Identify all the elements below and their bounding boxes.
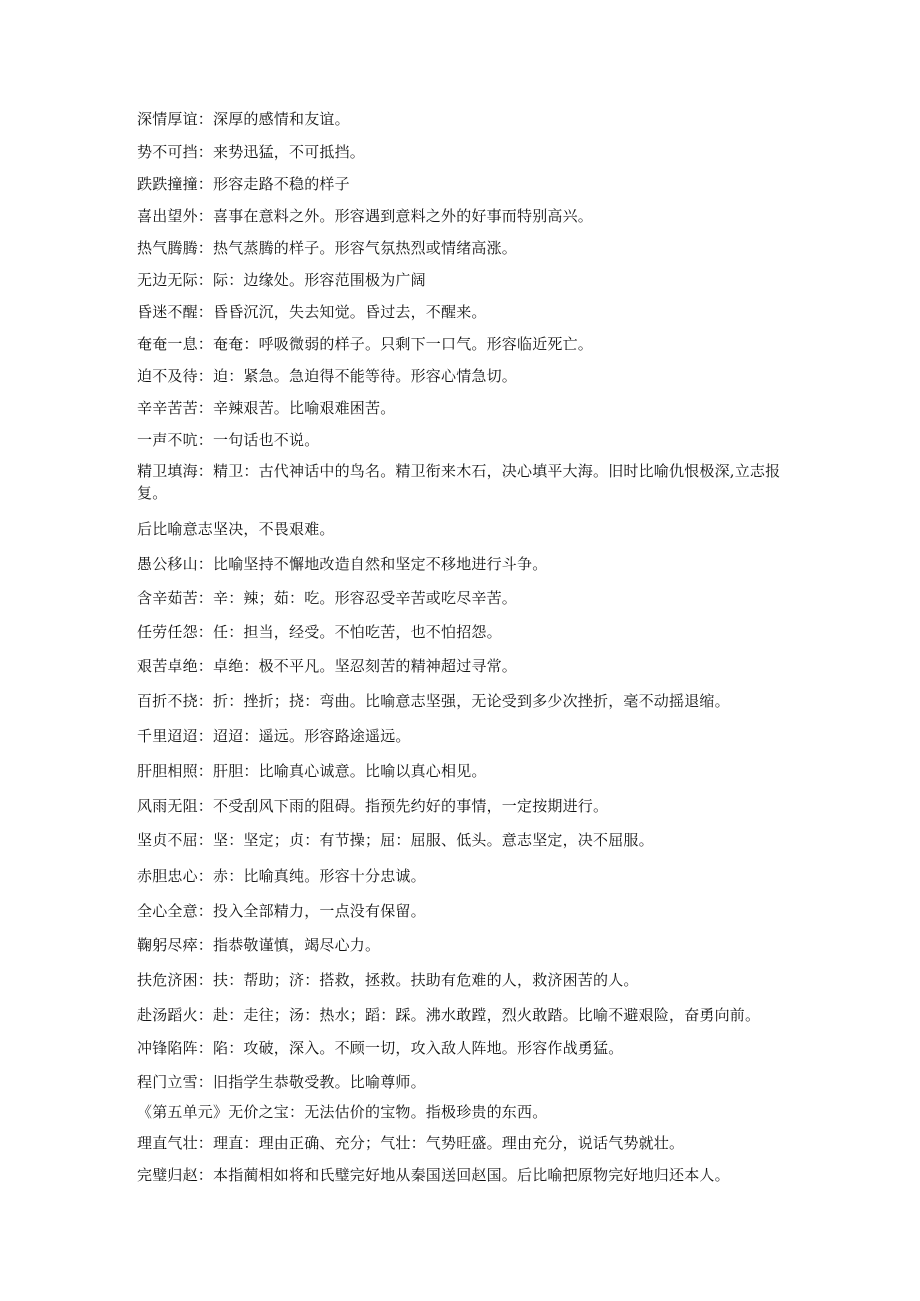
idiom-line: 跌跌撞撞：形容走路不稳的样子 — [137, 175, 350, 193]
idiom-line: 任劳任怨：任：担当，经受。不怕吃苦，也不怕招怨。 — [137, 623, 502, 641]
idiom-line: 赴汤蹈火：赴：走往；汤：热水；蹈：踩。沸水敢蹚，烈火敢踏。比喻不避艰险，奋勇向前。 — [137, 1006, 761, 1024]
idiom-line: 昏迷不醒：昏昏沉沉，失去知觉。昏过去，不醒来。 — [137, 303, 487, 321]
idiom-line: 含辛茹苦：辛：辣；茹：吃。形容忍受辛苦或吃尽辛苦。 — [137, 589, 518, 607]
idiom-line: 后比喻意志坚决，不畏艰难。 — [137, 520, 335, 538]
idiom-line: 《第五单元》无价之宝：无法估价的宝物。指极珍贵的东西。 — [137, 1103, 548, 1121]
idiom-line: 千里迢迢：迢迢：遥远。形容路途遥远。 — [137, 727, 411, 745]
idiom-line: 理直气壮：理直：理由正确、充分；气壮：气势旺盛。理由充分，说话气势就壮。 — [137, 1134, 685, 1152]
idiom-line: 完璧归赵：本指蔺相如将和氏璧完好地从秦国送回赵国。后比喻把原物完好地归还本人。 — [137, 1166, 730, 1184]
idiom-line: 一声不吭：一句话也不说。 — [137, 431, 320, 449]
idiom-line: 扶危济困：扶：帮助；济：搭救，拯救。扶助有危难的人，救济困苦的人。 — [137, 971, 639, 989]
idiom-line: 艰苦卓绝：卓绝：极不平凡。坚忍刻苦的精神超过寻常。 — [137, 657, 518, 675]
idiom-line: 势不可挡：来势迅猛，不可抵挡。 — [137, 143, 366, 161]
idiom-line: 愚公移山：比喻坚持不懈地改造自然和坚定不移地进行斗争。 — [137, 555, 548, 573]
idiom-line: 迫不及待：迫：紧急。急迫得不能等待。形容心情急切。 — [137, 367, 518, 385]
idiom-line: 百折不挠：折：挫折；挠：弯曲。比喻意志坚强，无论受到多少次挫折，毫不动摇退缩。 — [137, 692, 730, 710]
idiom-line: 肝胆相照：肝胆：比喻真心诚意。比喻以真心相见。 — [137, 762, 487, 780]
idiom-line: 坚贞不屈：坚：坚定；贞：有节操；屈：屈服、低头。意志坚定，决不屈服。 — [137, 831, 654, 849]
idiom-line: 辛辛苦苦：辛辣艰苦。比喻艰难困苦。 — [137, 399, 396, 417]
idiom-line: 深情厚谊：深厚的感情和友谊。 — [137, 110, 350, 128]
idiom-line: 热气腾腾：热气蒸腾的样子。形容气氛热烈或情绪高涨。 — [137, 239, 518, 257]
idiom-line: 鞠躬尽瘁：指恭敬谨慎，竭尽心力。 — [137, 936, 381, 954]
idiom-line: 程门立雪：旧指学生恭敬受教。比喻尊师。 — [137, 1073, 426, 1091]
idiom-line: 奄奄一息：奄奄：呼吸微弱的样子。只剩下一口气。形容临近死亡。 — [137, 335, 594, 353]
idiom-line: 无边无际：际：边缘处。形容范围极为广阔 — [137, 271, 426, 289]
idiom-line: 赤胆忠心：赤：比喻真纯。形容十分忠诚。 — [137, 867, 426, 885]
idiom-line: 风雨无阻：不受刮风下雨的阻碍。指预先约好的事情，一定按期进行。 — [137, 797, 609, 815]
idiom-line: 冲锋陷阵：陷：攻破，深入。不顾一切，攻入敌人阵地。形容作战勇猛。 — [137, 1039, 624, 1057]
idiom-line: 喜出望外：喜事在意料之外。形容遇到意料之外的好事而特别高兴。 — [137, 207, 594, 225]
idiom-line: 全心全意：投入全部精力，一点没有保留。 — [137, 902, 426, 920]
idiom-line: 精卫填海：精卫：古代神话中的鸟名。精卫衔来木石，决心填平大海。旧时比喻仇恨极深,立志报复。 — [137, 462, 781, 502]
